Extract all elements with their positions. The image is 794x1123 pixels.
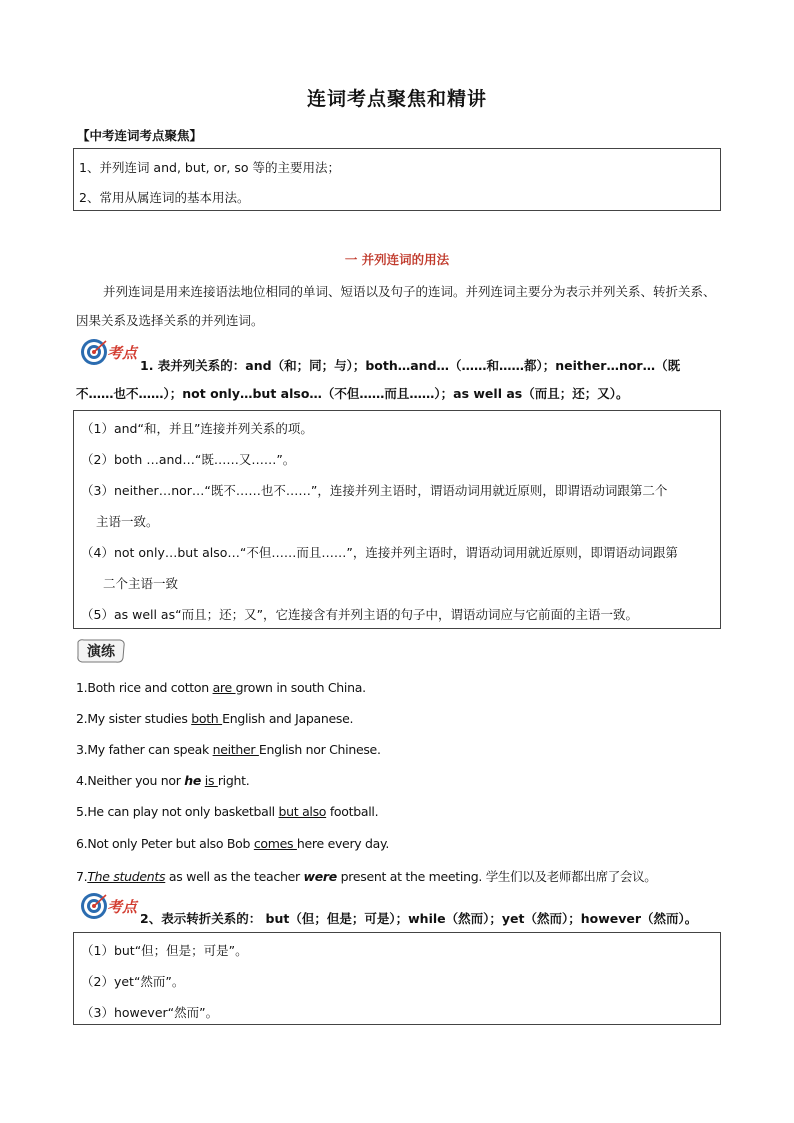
intro-paragraph: 并列连词是用来连接语法地位相同的单词、短语以及句子的连词。并列连词主要分为表示并列关系、转折关系、因果关系及选择关系的并列连词。 bbox=[76, 284, 716, 328]
rule-item: 主语一致。 bbox=[96, 514, 159, 529]
point1-line1: 1. 表并列关系的：and（和；同；与）；both…and…（……和……都）；neither…nor…（既 bbox=[140, 358, 681, 373]
point2-heading: 2、表示转折关系的： but（但；但是；可是）；while（然而）；yet（然而）；however（然而）。 bbox=[140, 911, 698, 926]
intro-box bbox=[73, 148, 721, 211]
example-7: 7.The students as well as the teacher were present at the meeting. 学生们以及老师都出席了会议。 bbox=[76, 869, 657, 884]
rule-item: （3）however“然而”。 bbox=[81, 1005, 219, 1020]
rule-item: （3）neither…nor…“既不……也不……”，连接并列主语时，谓语动词用就近原则，即谓语动词跟第二个 bbox=[81, 483, 668, 498]
example-2: 2.My sister studies both English and Japanese. bbox=[76, 711, 354, 726]
practice-label: 演练 bbox=[87, 644, 115, 660]
rule-item: 二个主语一致 bbox=[103, 576, 179, 591]
target-icon bbox=[80, 338, 108, 366]
point1-line2: 不……也不……）；not only…but also…（不但……而且……）；as well as（而且；还；又）。 bbox=[76, 386, 629, 401]
example-4: 4.Neither you nor he is right. bbox=[76, 773, 250, 788]
rule-item: （2）both …and…“既……又……”。 bbox=[81, 452, 296, 467]
example-1: 1.Both rice and cotton are grown in south China. bbox=[76, 680, 366, 695]
example-3: 3.My father can speak neither English nor Chinese. bbox=[76, 742, 381, 757]
section-title: 一 并列连词的用法 bbox=[344, 252, 450, 267]
intro-line-1: 1、并列连词 and, but, or, so 等的主要用法； bbox=[79, 160, 340, 175]
rule-item: （1）and“和，并且”连接并列关系的项。 bbox=[81, 421, 313, 436]
rule-item: （2）yet“然而”。 bbox=[81, 974, 185, 989]
kaodian-label: 考点 bbox=[107, 344, 138, 362]
practice-badge bbox=[76, 638, 126, 664]
rules-box-1 bbox=[73, 410, 721, 629]
rules-box-2 bbox=[73, 932, 721, 1025]
page-title: 连词考点聚焦和精讲 bbox=[306, 88, 487, 110]
example-5: 5.He can play not only basketball but also football. bbox=[76, 804, 379, 819]
rule-item: （4）not only…but also…“不但……而且……”，连接并列主语时，谓语动词用就近原则，即谓语动词跟第 bbox=[81, 545, 678, 560]
kaodian-label: 考点 bbox=[107, 898, 138, 916]
target-icon bbox=[80, 892, 108, 920]
rule-item: （1）but“但；但是；可是”。 bbox=[81, 943, 248, 958]
kaodian-badge-1 bbox=[80, 338, 142, 368]
intro-line-2: 2、常用从属连词的基本用法。 bbox=[79, 190, 250, 205]
example-6: 6.Not only Peter but also Bob comes here every day. bbox=[76, 836, 390, 851]
focus-heading: 【中考连词考点聚焦】 bbox=[77, 128, 203, 143]
kaodian-badge-2 bbox=[80, 892, 142, 922]
rule-item: （5）as well as“而且；还；又”，它连接含有并列主语的句子中，谓语动词应与它前面的主语一致。 bbox=[81, 607, 639, 622]
